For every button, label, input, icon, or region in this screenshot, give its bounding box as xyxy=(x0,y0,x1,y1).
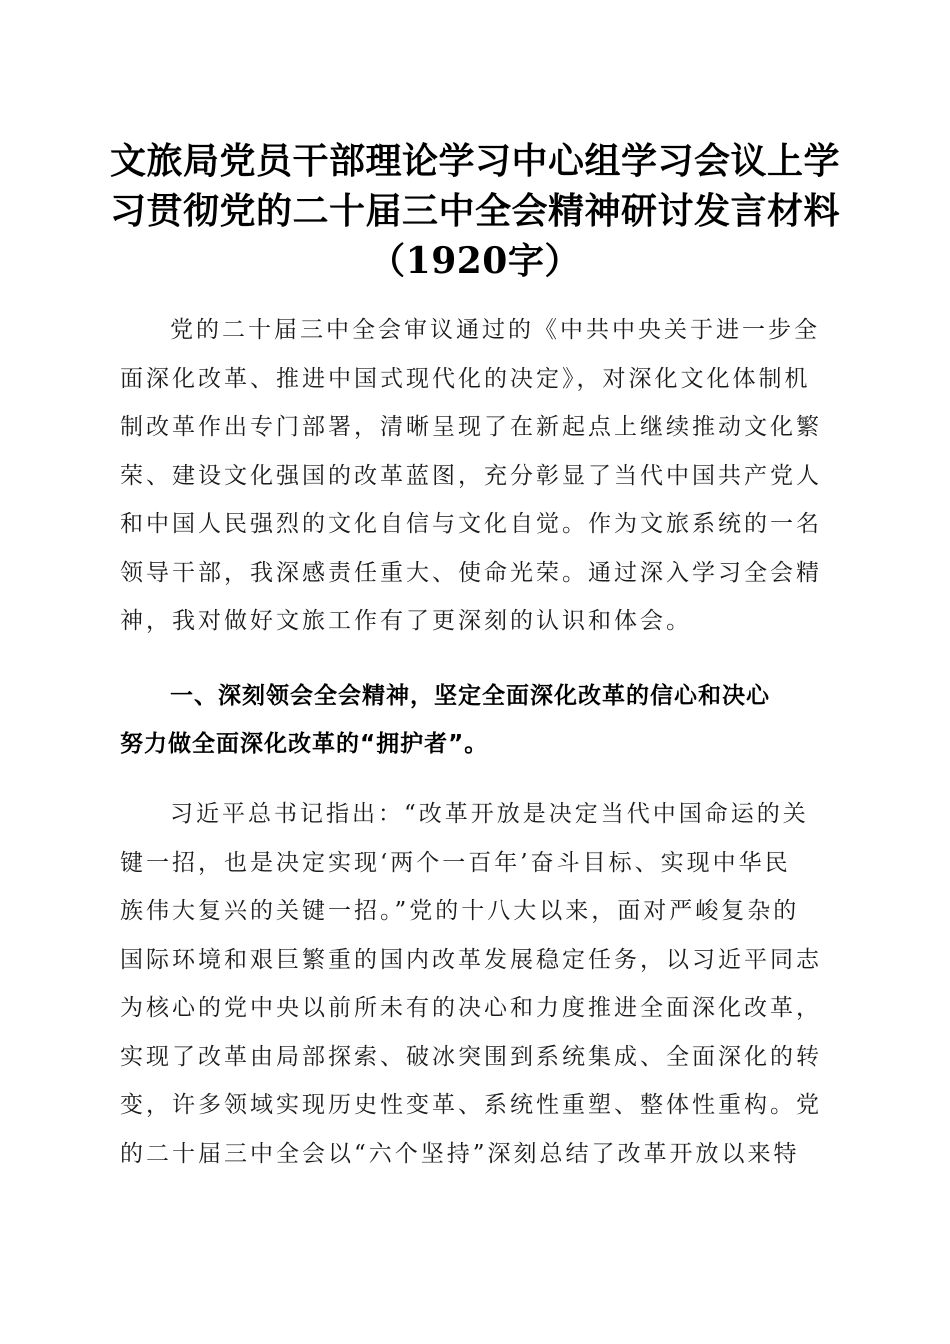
paragraph-line: 为核心的党中央以前所未有的决心和力度推进全面深化改革， xyxy=(120,995,822,1021)
paragraph-intro xyxy=(120,306,826,646)
document-title xyxy=(110,136,840,286)
paragraph-line: 面深化改革、推进中国式现代化的决定》，对深化文化体制机 xyxy=(120,365,811,392)
paragraph-line: 国际环境和艰巨繁重的国内改革发展稳定任务，以习近平同志 xyxy=(120,946,822,973)
title-line: 习贯彻党的二十届三中全会精神研讨发言材料 xyxy=(110,190,841,232)
heading-line: 一、深刻领会全会精神，坚定全面深化改革的信心和决心 xyxy=(170,683,770,709)
title-word-count: （1920字） xyxy=(369,240,581,282)
paragraph-line: 的二十届三中全会以“六个坚持”深刻总结了改革开放以来特 xyxy=(120,1140,800,1167)
paragraph-line: 党的二十届三中全会审议通过的《中共中央关于进一步全 xyxy=(170,317,820,343)
paragraph-line: 变，许多领域实现历史性变革、系统性重塑、整体性重构。党 xyxy=(120,1092,822,1118)
paragraph-line: 键一招，也是决定实现‘两个一百年’奋斗目标、实现中华民 xyxy=(120,849,791,876)
paragraph-line: 习近平总书记指出：“改革开放是决定当代中国命运的关 xyxy=(170,801,809,827)
paragraph-line: 制改革作出专门部署，清晰呈现了在新起点上继续推动文化繁 xyxy=(120,414,822,440)
heading-line: 努力做全面深化改革的“拥护者”。 xyxy=(120,731,489,757)
section-heading-1 xyxy=(120,672,826,768)
paragraph-line: 和中国人民强烈的文化自信与文化自觉。作为文旅系统的一名 xyxy=(120,511,822,537)
paragraph-line: 族伟大复兴的关键一招。”党的十八大以来，面对严峻复杂的 xyxy=(120,898,800,924)
title-line: 文旅局党员干部理论学习中心组学习会议上学 xyxy=(110,140,841,182)
paragraph-line: 领导干部，我深感责任重大、使命光荣。通过深入学习全会精 xyxy=(120,559,822,586)
paragraph-line: 荣、建设文化强国的改革蓝图，充分彰显了当代中国共产党人 xyxy=(120,462,822,489)
paragraph-line: 神，我对做好文旅工作有了更深刻的认识和体会。 xyxy=(120,608,692,634)
paragraph-line: 实现了改革由局部探索、破冰突围到系统集成、全面深化的转 xyxy=(120,1043,822,1070)
paragraph-section-1 xyxy=(120,790,826,1178)
